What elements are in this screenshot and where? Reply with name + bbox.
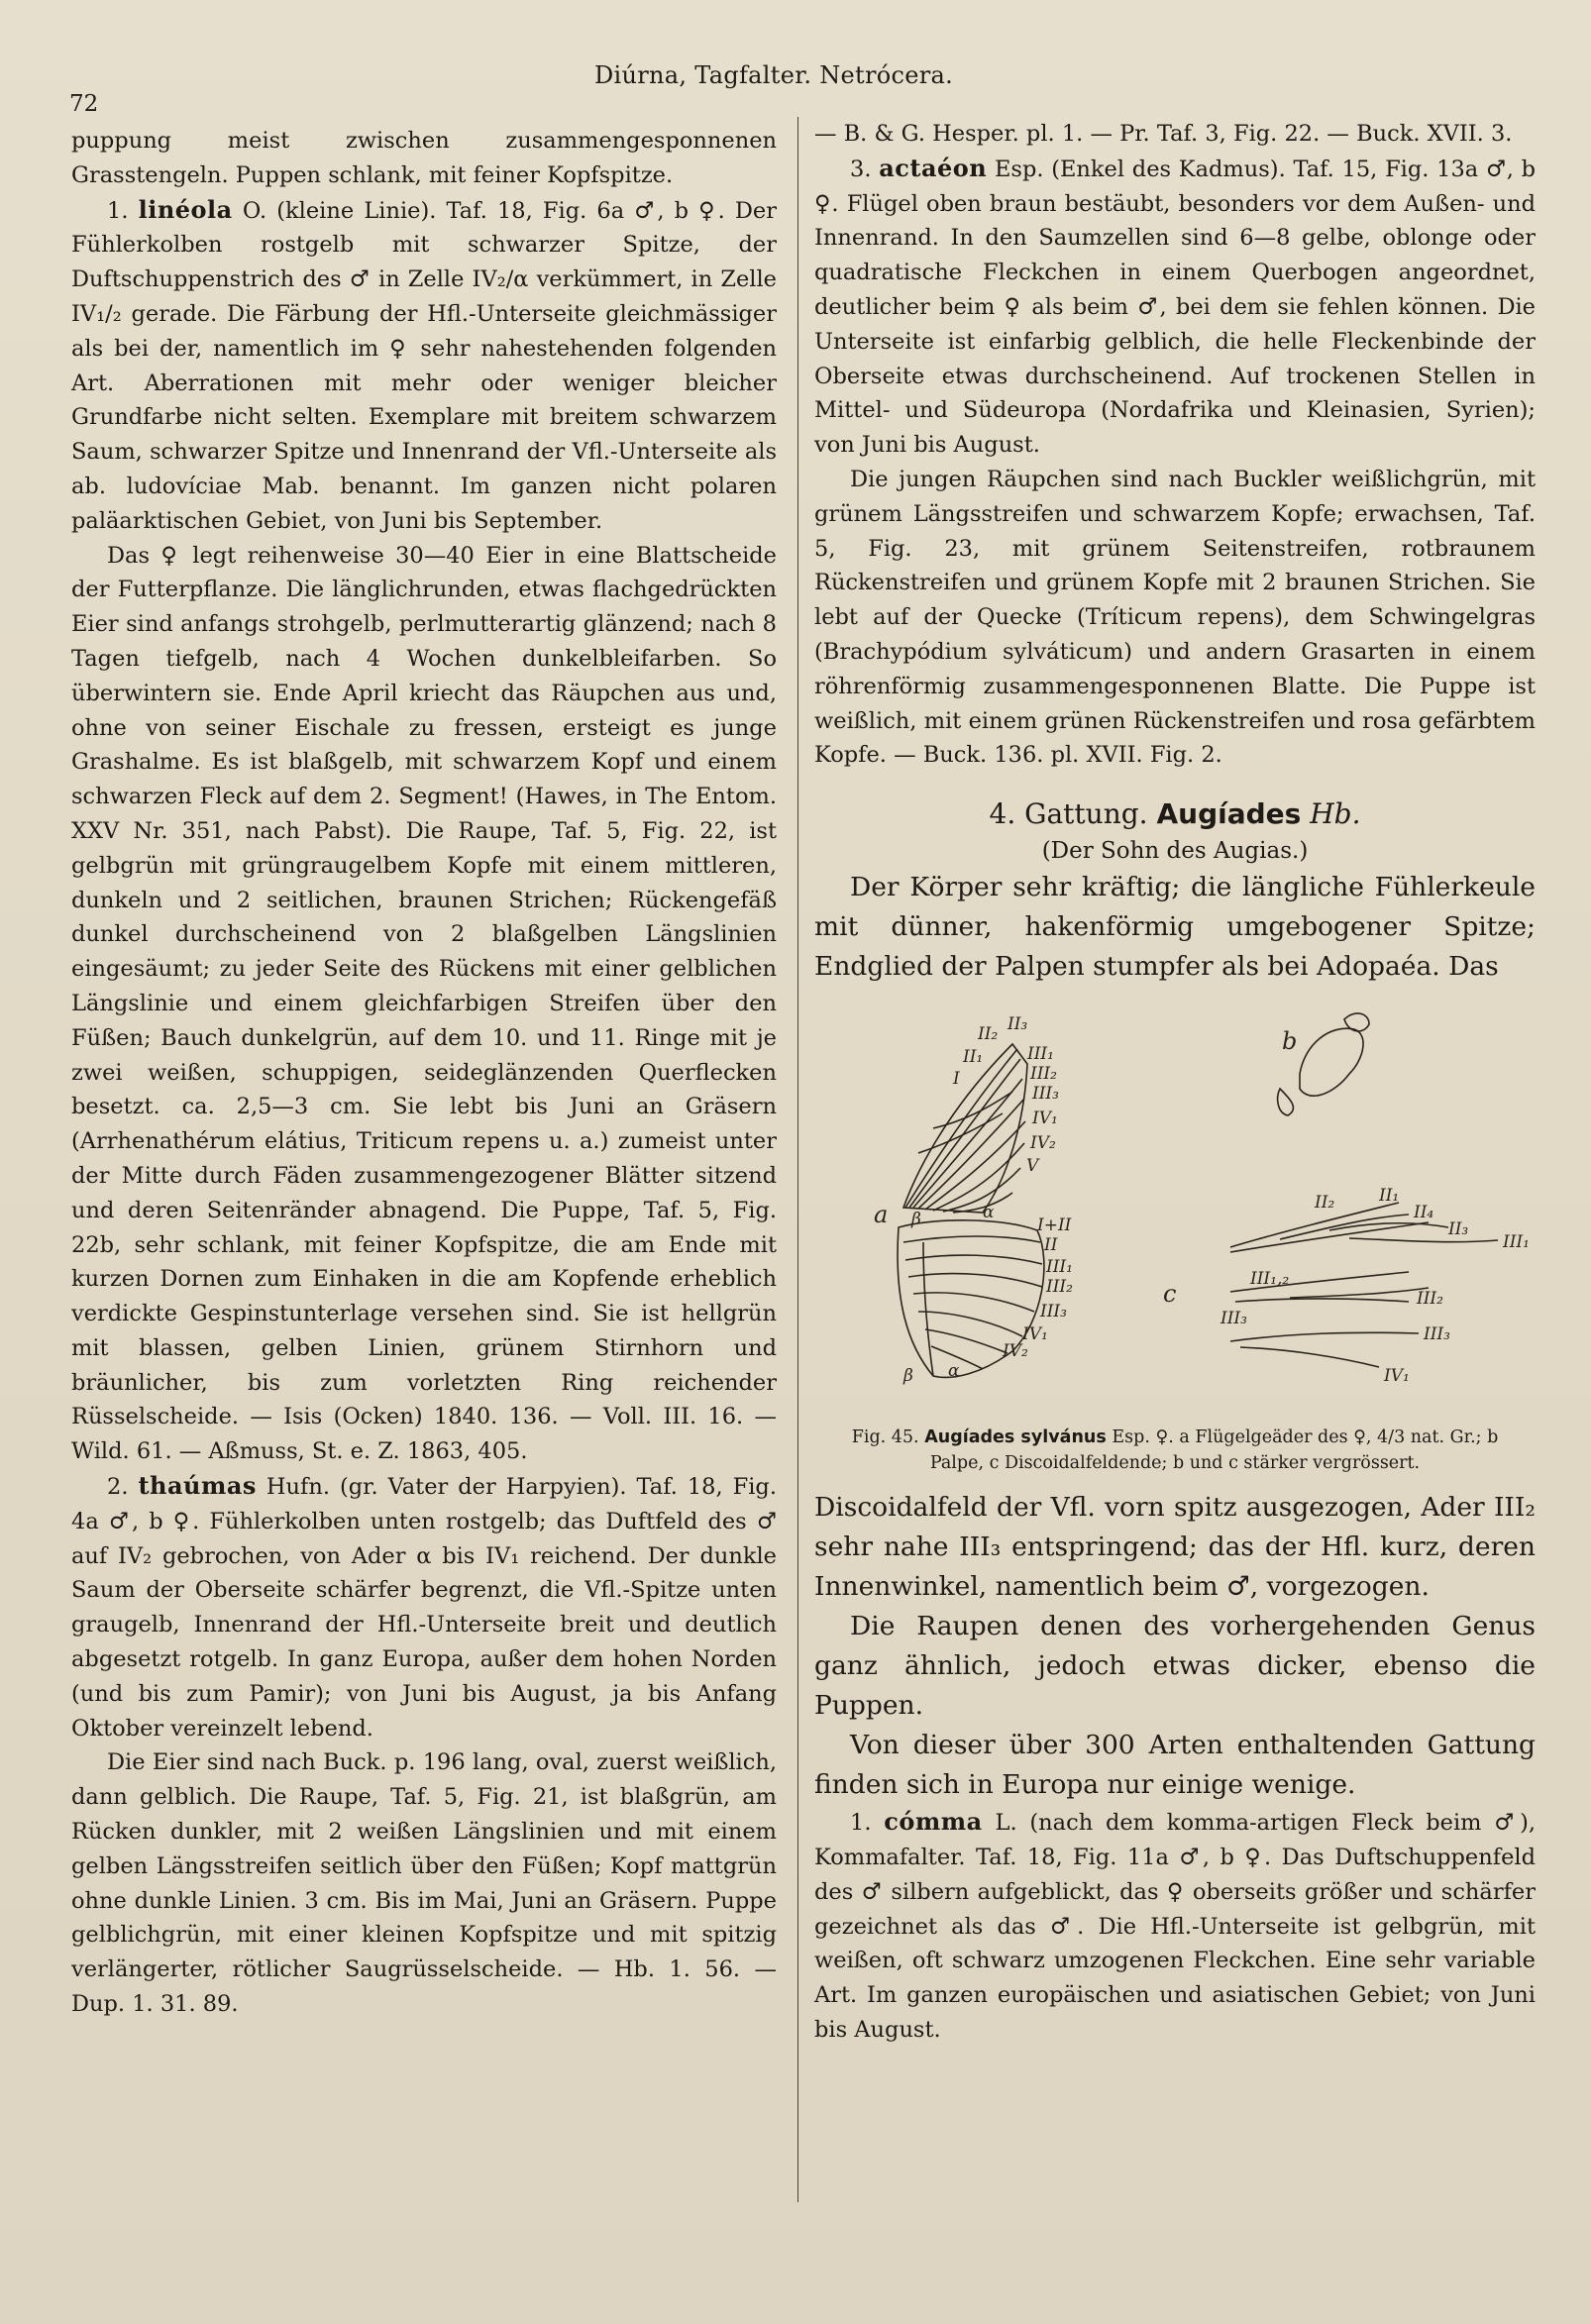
c-label-9: IV₁ <box>1384 1366 1410 1387</box>
fw-label-8: I <box>953 1069 960 1090</box>
fw-label-6: IV₂ <box>1030 1133 1056 1154</box>
fw-label-2: III₁ <box>1027 1044 1054 1065</box>
fw-label-0: II₂ <box>978 1024 999 1045</box>
label-beta-fw: β <box>911 1210 921 1230</box>
fw-label-1: II₃ <box>1008 1014 1028 1035</box>
paragraph-r4: Discoidalfeld der Vfl. vorn spitz ausgezogen, Ader III₂ sehr nahe III₃ entspringend; das der Hfl. kurz, deren Innenwinkel, namentlich beim ♂, vorgezogen. <box>814 1492 1536 1603</box>
fw-label-5: IV₁ <box>1032 1109 1058 1129</box>
label-b: b <box>1282 1027 1298 1056</box>
paragraph-r2 <box>814 152 1536 463</box>
c-label-8: III₃ <box>1424 1324 1450 1345</box>
fw-label-7: V <box>1026 1156 1039 1177</box>
fw-label-4: III₃ <box>1032 1084 1059 1105</box>
entry-number: 3. <box>850 156 880 182</box>
label-c: c <box>1163 1280 1177 1309</box>
fw-label-3: III₂ <box>1030 1064 1057 1085</box>
species-name: cómma <box>884 1807 983 1837</box>
caption-fig-number: Fig. 45. <box>851 1427 919 1448</box>
running-title: Diúrna, Tagfalter. Netrócera. <box>594 61 954 89</box>
caption-species: Augíades sylvánus <box>924 1427 1107 1448</box>
paragraph-p4 <box>71 1469 777 1745</box>
entry-number: 1. <box>850 1810 885 1837</box>
entry-number: 1. <box>107 197 139 224</box>
column-divider <box>797 117 798 2202</box>
paragraph-p3: Das ♀ legt reihenweise 30—40 Eier in eine Blattscheide der Futterpflanze. Die länglichrunden, etwas flachgedrückten Eier sind anfangs strohgelb, perlmutterartig glänzend; nach 8 Tagen tiefgelb, nach 4 Wochen dunkelbleifarben. So überwintern sie. Ende April kriecht das Räupchen aus und, ohne von seiner Eischale zu fressen, ersteigt es junge Grashalme. Es ist blaßgelb, mit schwarzem Kopf und einem schwarzen Fleck auf dem 2. Segment! (Hawes, in The Entom. XXV Nr. 351, nach Pabst). Die Raupe, Taf. 5, Fig. 22, ist gelbgrün mit grüngraugelbem Kopfe mit einem mittleren, dunkeln und 2 seitlichen, braunen Strichen; Rückengefäß dunkel durchscheinend von 2 blaßgelben Längslinien eingesäumt; zu jeder Seite des Rückens mit einer gelblichen Längslinie und einem gleichfarbigen Streifen über den Füßen; Bauch dunkelgrün, auf dem 10. und 11. Ringe mit je zwei weißen, schuppigen, seideglänzenden Querflecken besetzt. ca. 2,5—3 cm. Sie lebt bis Juni an Gräsern (Arrhenathérum elátius, Triticum repens u. a.) zumeist unter der Mitte durch Fäden zusammengezogener Blätter sitzend und deren Seitenränder abnagend. Die Puppe, Taf. 5, Fig. 22b, sehr schlank, mit feiner Kopfspitze, die am Ende mit kurzen Dornen zum Einhaken in die am Kopfende erheblich verdickte Gespinstunterlage versehen sind. Sie ist hellgrün mit blassen, gelben Linien, grünem Stirnhorn und bräunlicher, bis zum vorletzten Ring reichender Rüsselscheide. — Isis (Ocken) 1840. 136. — Voll. III. 16. — Wild. 61. — Aßmuss, St. e. Z. 1863, 405. <box>71 542 777 1465</box>
paragraph-r5: Die Raupen denen des vorhergehenden Genus ganz ähnlich, jedoch etwas dicker, ebenso die Puppen. <box>814 1611 1536 1722</box>
label-beta-hw: β <box>903 1366 913 1387</box>
label-alpha-fw: α <box>983 1203 995 1223</box>
c-label-1: II₁ <box>1379 1186 1400 1207</box>
c-label-0: II₂ <box>1315 1193 1335 1214</box>
wing-venation-diagram <box>814 1004 1536 1421</box>
paragraph-r7 <box>814 1805 1536 2048</box>
hw-label-4: III₃ <box>1040 1302 1067 1322</box>
genus-heading <box>814 794 1536 834</box>
c-label-5: III₁,₂ <box>1250 1269 1290 1290</box>
species-name: actaéon <box>879 153 988 182</box>
genus-number: 4. Gattung. <box>989 797 1148 831</box>
paragraph-r6: Von dieser über 300 Arten enthaltenden Gattung finden sich in Europa nur einige wenige. <box>814 1730 1536 1801</box>
c-label-3: II₃ <box>1448 1219 1469 1240</box>
genus-subtitle: (Der Sohn des Augias.) <box>1041 838 1309 865</box>
paragraph-r3: Die jungen Räupchen sind nach Buckler weißlichgrün, mit grünem Längsstreifen und schwarzem Kopfe; erwachsen, Taf. 5, Fig. 23, mit grünem Seitenstreifen, rotbraunem Rückenstreifen und grünem Kopfe mit 2 braunen Strichen. Sie lebt auf der Quecke (Tríticum repens), dem Schwingelgras (Brachypódium sylváticum) und andern Grasarten in einem röhrenförmig zusammengesponnenen Blatte. Die Puppe ist weißlich, mit einem grünen Rückenstreifen und rosa gefärbtem Kopfe. — Buck. 136. pl. XVII. Fig. 2. <box>814 466 1536 769</box>
hw-label-2: III₁ <box>1046 1257 1073 1278</box>
hw-label-1: II <box>1044 1235 1058 1256</box>
c-label-6: III₂ <box>1417 1289 1443 1310</box>
entry-number: 2. <box>107 1474 139 1501</box>
figure-caption <box>834 1425 1516 1476</box>
right-column <box>814 117 1536 2048</box>
genus-name: Augíades <box>1156 797 1302 831</box>
page-number: 72 <box>69 91 99 117</box>
hw-label-6: IV₂ <box>1003 1341 1028 1362</box>
genus-intro: Der Körper sehr kräftig; die längliche Fühlerkeule mit dünner, hakenförmig umgebogener Spitze; Endglied der Palpen stumpfer als bei Adopaéa. Das <box>814 872 1536 983</box>
hw-label-5: IV₁ <box>1022 1324 1048 1345</box>
c-label-7: III₃ <box>1220 1309 1247 1329</box>
figure-45 <box>814 1004 1536 1421</box>
paragraph-p1: puppung meist zwischen zusammengesponnenen Grasstengeln. Puppen schlank, mit feiner Kopfspitze. <box>71 128 777 188</box>
entry-text: Esp. (Enkel des Kadmus). Taf. 15, Fig. 13a ♂, b ♀. Flügel oben braun bestäubt, besonders vor dem Außen- und Innenrand. In den Saumzellen sind 6—8 gelbe, oblonge oder quadratische Fleckchen in einem Querbogen angeordnet, deutlicher beim ♀ als beim ♂, bei dem sie fehlen können. Die Unterseite ist einfarbig gelblich, die helle Fleckenbinde der Oberseite etwas durchscheinend. Auf trockenen Stellen in Mittel- und Südeuropa (Nordafrika und Kleinasien, Syrien); von Juni bis August. <box>814 156 1536 459</box>
paragraph-p2 <box>71 193 777 539</box>
label-alpha-hw: α <box>948 1361 960 1382</box>
caption-text: Esp. ♀. a Flügelgeäder des ♀, 4/3 nat. Gr.; b Palpe, c Discoidalfeldende; b und c stärker vergrössert. <box>929 1427 1499 1474</box>
entry-text: O. (kleine Linie). Taf. 18, Fig. 6a ♂, b ♀. Der Fühlerkolben rostgelb mit schwarzer Spitze, der Duftschuppenstrich des ♂ in Zelle IV₂/α verkümmert, in Zelle IV₁/₂ gerade. Die Färbung der Hfl.-Unterseite gleichmässiger als bei der, namentlich im ♀ sehr nahestehenden folgenden Art. Aberrationen mit mehr oder weniger bleicher Grundfarbe nicht selten. Exemplare mit breitem schwarzem Saum, schwarzer Spitze und Innenrand der Vfl.-Unterseite als ab. ludovíciae Mab. benannt. Im ganzen nicht polaren paläarktischen Gebiet, von Juni bis September. <box>71 197 777 534</box>
species-name: linéola <box>138 194 233 224</box>
forewing-drawing <box>903 1044 1027 1213</box>
fw-label-9: II₁ <box>963 1047 984 1068</box>
left-column <box>71 124 777 2022</box>
c-label-2: II₄ <box>1414 1203 1434 1223</box>
label-a: a <box>874 1201 889 1229</box>
hw-label-0: I+II <box>1037 1215 1072 1236</box>
entry-text: L. (nach dem komma-artigen Fleck beim ♂), Kommafalter. Taf. 18, Fig. 11a ♂, b ♀. Das Duftschuppenfeld des ♂ silbern aufgeblickt, das ♀ oberseits größer und schärfer gezeichnet als das ♂. Die Hfl.-Unterseite ist gelbgrün, mit weißen, oft schwarz umzogenen Fleckchen. Eine sehr variable Art. Im ganzen europäischen und asiatischen Gebiet; von Juni bis August. <box>814 1810 1537 2043</box>
genus-author: Hb. <box>1310 797 1361 831</box>
entry-text: Hufn. (gr. Vater der Harpyien). Taf. 18, Fig. 4a ♂, b ♀. Fühlerkolben unten rostgelb; das Duftfeld des ♂ auf IV₂ gebrochen, von Ader α bis IV₁ reichend. Der dunkle Saum der Oberseite schärfer begrenzt, die Vfl.-Spitze unten graugelb, Innenrand der Hfl.-Unterseite breit und deutlich abgesetzt rotgelb. In ganz Europa, außer dem hohen Norden (und bis zum Pamir); von Juni bis August, ja bis Anfang Oktober vereinzelt lebend. <box>71 1474 777 1742</box>
paragraph-r1: — B. & G. Hesper. pl. 1. — Pr. Taf. 3, Fig. 22. — Buck. XVII. 3. <box>814 121 1513 147</box>
hw-label-3: III₂ <box>1046 1277 1073 1298</box>
paragraph-p5: Die Eier sind nach Buck. p. 196 lang, oval, zuerst weißlich, dann gelblich. Die Raupe, Taf. 5, Fig. 21, ist blaßgrün, am Rücken dunkler, mit 2 weißen Längslinien und mit einem gelben Längsstreifen seitlich über den Füßen; Kopf mattgrün ohne dunkle Linien. 3 cm. Bis im Mai, Juni an Gräsern. Puppe gelblichgrün, mit einer kleinen Kopfspitze und mit spitzig verlängerter, rötlicher Saugrüsselscheide. — Hb. 1. 56. — Dup. 1. 31. 89. <box>71 1749 777 2018</box>
c-label-4: III₁ <box>1503 1232 1530 1253</box>
species-name: thaúmas <box>138 1471 257 1501</box>
